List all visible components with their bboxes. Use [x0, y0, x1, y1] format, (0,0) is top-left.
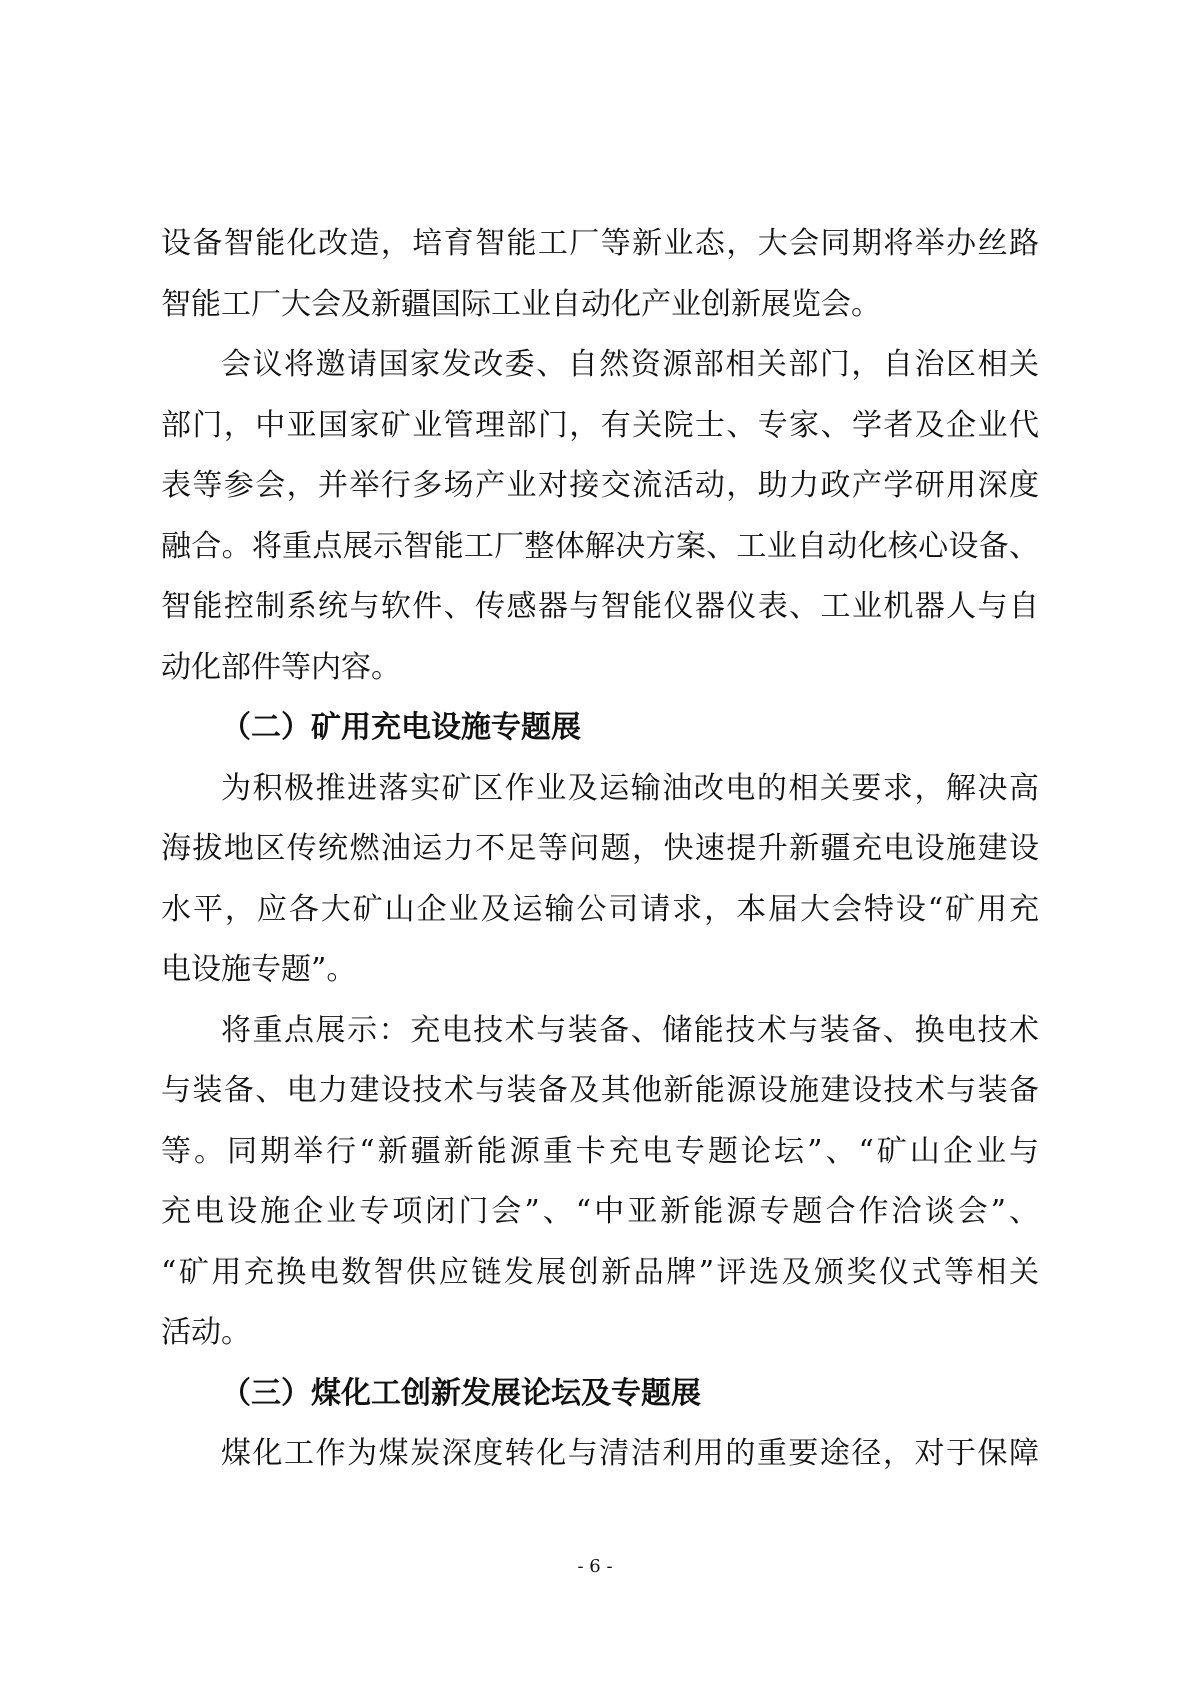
paragraph-line: 部门，中亚国家矿业管理部门，有关院士、专家、学者及企业代: [161, 407, 1039, 443]
paragraph-line: 煤化工作为煤炭深度转化与清洁利用的重要途径，对于保障: [221, 1436, 1039, 1471]
paragraph-line: 将重点展示：充电技术与装备、储能技术与装备、换电技术: [221, 1012, 1039, 1048]
paragraph-line: 智能控制系统与软件、传感器与智能仪器仪表、工业机器人与自: [161, 589, 1039, 624]
paragraph-line: 活动。: [161, 1315, 251, 1350]
paragraph-line: 等。同期举行“新疆新能源重卡充电专题论坛”、“矿山企业与: [161, 1133, 1039, 1169]
section-heading: （二）矿用充电设施专题展: [221, 710, 581, 745]
paragraph-line: 充电设施企业专项闭门会”、“中亚新能源专题合作洽谈会”、: [161, 1194, 1039, 1229]
paragraph-line: 设备智能化改造，培育智能工厂等新业态，大会同期将举办丝路: [161, 226, 1039, 261]
paragraph-line: 电设施专题”。: [161, 952, 357, 987]
paragraph-line: 水平，应各大矿山企业及运输公司请求，本届大会特设“矿用充: [161, 891, 1039, 927]
paragraph-line: 与装备、电力建设技术与装备及其他新能源设施建设技术与装备: [161, 1073, 1039, 1108]
paragraph-line: 动化部件等内容。: [161, 649, 401, 685]
paragraph-line: 会议将邀请国家发改委、自然资源部相关部门，自治区相关: [221, 347, 1039, 382]
body-text: [161, 214, 1039, 1485]
paragraph-line: 为积极推进落实矿区作业及运输油改电的相关要求，解决高: [221, 770, 1039, 806]
paragraph-line: 智能工厂大会及新疆国际工业自动化产业创新展览会。: [161, 286, 881, 322]
paragraph-line: 海拔地区传统燃油运力不足等问题，快速提升新疆充电设施建设: [161, 831, 1039, 866]
paragraph-line: 表等参会，并举行多场产业对接交流活动，助力政产学研用深度: [161, 468, 1039, 503]
page-number: - 6 -: [577, 1556, 613, 1577]
paragraph-line: 融合。将重点展示智能工厂整体解决方案、工业自动化核心设备、: [161, 528, 1039, 564]
section-heading: （三）煤化工创新发展论坛及专题展: [221, 1375, 701, 1411]
paragraph-line: “矿用充换电数智供应链发展创新品牌”评选及颁奖仪式等相关: [161, 1254, 1039, 1290]
